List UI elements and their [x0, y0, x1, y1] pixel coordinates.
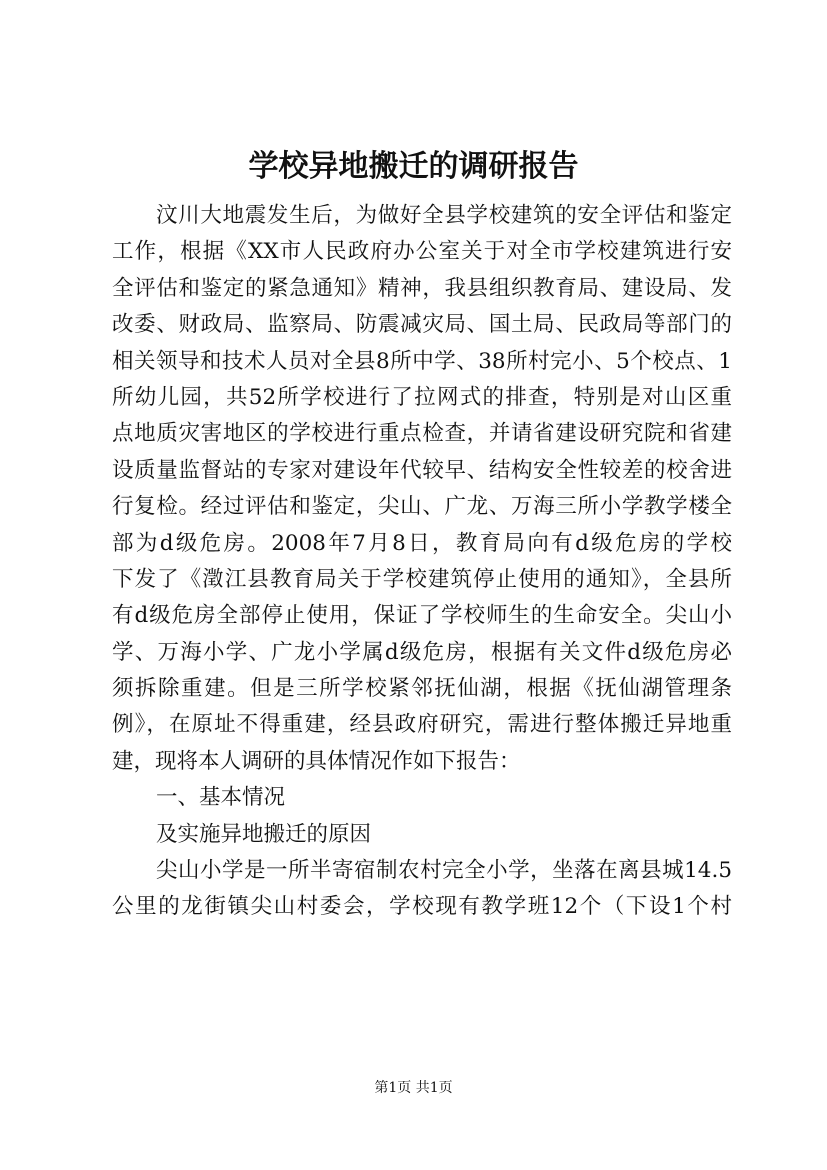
paragraph-line: 有d级危房全部停止使用，保证了学校师生的生命安全。尖山小: [112, 603, 732, 629]
section-heading-continued: 及实施异地搬迁的原因: [156, 821, 372, 847]
paragraph-line: 下发了《澂江县教育局关于学校建筑停止使用的通知》，全县所: [112, 566, 732, 592]
paragraph-line: 尖山小学是一所半寄宿制农村完全小学，坐落在离县城14.5: [156, 858, 732, 884]
section-heading: 一、基本情况: [156, 785, 286, 811]
page-number-footer: 第1页 共1页: [374, 1080, 453, 1096]
paragraph-line: 部为d级危房。2008年7月8日，教育局向有d级危房的学校: [112, 530, 732, 556]
paragraph-line: 行复检。经过评估和鉴定，尖山、广龙、万海三所小学教学楼全: [112, 494, 732, 520]
paragraph-line: 公里的龙街镇尖山村委会，学校现有教学班12个（下设1个村: [112, 894, 732, 920]
paragraph-line: 学、万海小学、广龙小学属d级危房，根据有关文件d级危房必: [112, 639, 732, 665]
paragraph-line: 所幼儿园，共52所学校进行了拉网式的排查，特别是对山区重: [112, 384, 732, 410]
paragraph-line: 汶川大地震发生后，为做好全县学校建筑的安全评估和鉴定: [156, 203, 732, 228]
paragraph-line: 例》，在原址不得重建，经县政府研究，需进行整体搬迁异地重: [112, 712, 732, 738]
paragraph-line: 工作，根据《XX市人民政府办公室关于对全市学校建筑进行安: [112, 239, 732, 265]
paragraph-line: 全评估和鉴定的紧急通知》精神，我县组织教育局、建设局、发: [112, 275, 732, 301]
paragraph-line: 须拆除重建。但是三所学校紧邻抚仙湖，根据《抚仙湖管理条: [112, 676, 732, 702]
paragraph-line: 改委、财政局、监察局、防震减灾局、国土局、民政局等部门的: [112, 312, 732, 338]
page-title: 学校异地搬迁的调研报告: [248, 149, 579, 184]
paragraph-line: 点地质灾害地区的学校进行重点检查，并请省建设研究院和省建: [112, 421, 732, 447]
paragraph-line: 设质量监督站的专家对建设年代较早、结构安全性较差的校舍进: [112, 457, 732, 483]
paragraph-line: 建，现将本人调研的具体情况作如下报告：: [112, 748, 521, 774]
body-text: [112, 198, 732, 926]
paragraph-line: 相关领导和技术人员对全县8所中学、38所村完小、5个校点、1: [112, 348, 732, 374]
